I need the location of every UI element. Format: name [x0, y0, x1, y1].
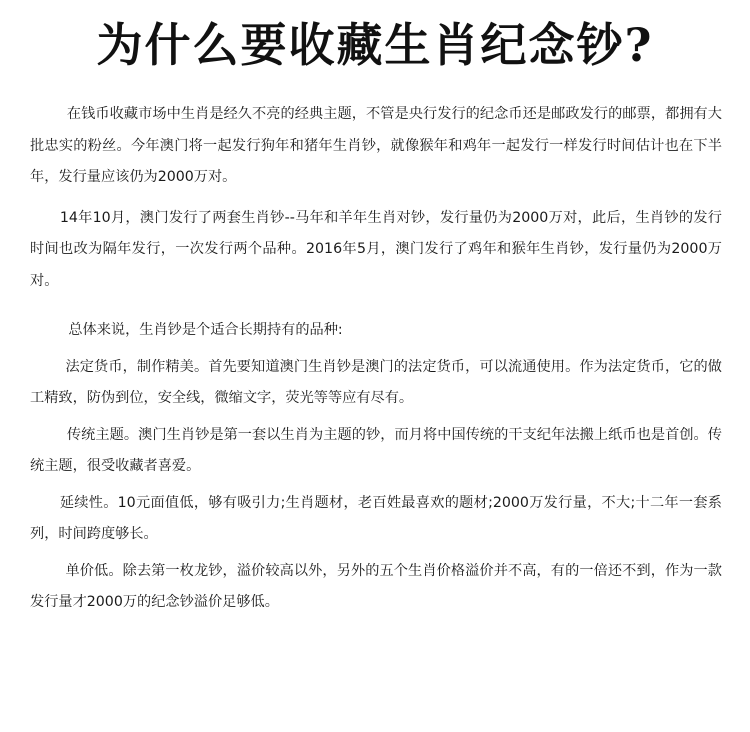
paragraph-intro: 在钱币收藏市场中生肖是经久不亮的经典主题，不管是央行发行的纪念币还是邮政发行的邮票，都拥有大批忠实的粉丝。今年澳门将一起发行狗年和猪年生肖钞，就像猴年和鸡年一起发行一样发行时间估计也在下半年，发行量应该仍为2000万对。	[30, 106, 722, 185]
paragraph-continuity: 延续性。10元面值低，够有吸引力;生肖题材，老百姓最喜欢的题材;2000万发行量，不大;十二年一套系列，时间跨度够长。	[30, 494, 722, 542]
paragraph-summary: 总体来说，生肖钞是个适合长期持有的品种:	[68, 322, 343, 338]
article-title: 为什么要收藏生肖纪念钞?	[96, 18, 654, 72]
paragraph-traditional-theme: 传统主题。澳门生肖钞是第一套以生肖为主题的钞，而月将中国传统的干支纪年法搬上纸币也是首创。传统主题，很受收藏者喜爱。	[30, 426, 722, 474]
paragraph-legal-tender: 法定货币，制作精美。首先要知道澳门生肖钞是澳门的法定货币，可以流通使用。作为法定货币，它的做工精致，防伪到位，安全线，微缩文字，荧光等等应有尽有。	[30, 358, 722, 406]
article-body	[30, 99, 722, 619]
paragraph-low-price: 单价低。除去第一枚龙钞，溢价较高以外，另外的五个生肖价格溢价并不高，有的一倍还不到，作为一款发行量才2000万的纪念钞溢价足够低。	[30, 562, 722, 610]
paragraph-history: 14年10月，澳门发行了两套生肖钞--马年和羊年生肖对钞，发行量仍为2000万对，此后，生肖钞的发行时间也改为隔年发行，一次发行两个品种。2016年5月，澳门发行了鸡年和猴年生肖钞，发行量仍为2000万对。	[30, 209, 722, 289]
